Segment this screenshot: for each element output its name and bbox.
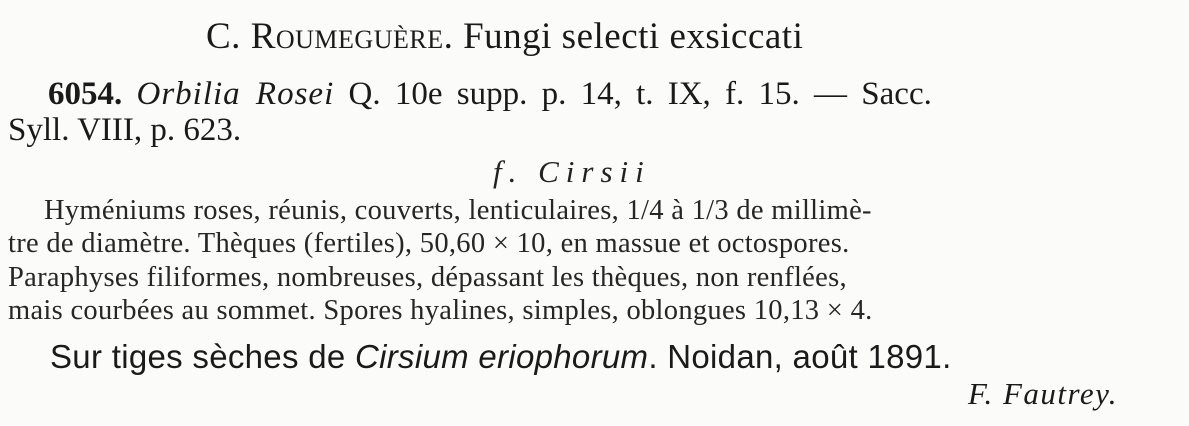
description-line-4: mais courbées au sommet. Spores hyalines, simples, oblongues 10,13 × 4. <box>8 295 873 326</box>
description-line-2: tre de diamètre. Thèques (fertiles), 50,60 × 10, en massue et octospores. <box>8 228 850 259</box>
entry-number: 6054. <box>48 76 123 112</box>
title-series: Fungi selecti exsiccati <box>463 16 804 57</box>
series-title <box>206 18 803 55</box>
taxon-name: Orbilia Rosei <box>136 76 335 112</box>
habitat-locality: . Noidan, août 1891. <box>648 338 952 375</box>
description-line-1: Hyméniums roses, réunis, couverts, lenticulaires, 1/4 à 1/3 de millimè- <box>44 195 872 226</box>
entry-heading <box>48 78 932 111</box>
taxon-citation: Q. 10e supp. p. 14, t. IX, f. 15. — Sacc. <box>348 76 932 112</box>
host-plant: Cirsium eriophorum <box>355 338 649 375</box>
title-initial: C. <box>206 16 241 57</box>
habitat-prefix: Sur tiges sèches de <box>50 338 355 375</box>
collector-name: F. Fautrey. <box>968 376 1118 411</box>
title-author: Roumeguère. <box>250 16 454 57</box>
form-name: f. Cirsii <box>493 154 651 189</box>
citation-continuation: Syll. VIII, p. 623. <box>8 112 242 148</box>
description-line-3: Paraphyses filiformes, nombreuses, dépassant les thèques, non renflées, <box>8 262 847 293</box>
habitat-line <box>50 340 952 373</box>
